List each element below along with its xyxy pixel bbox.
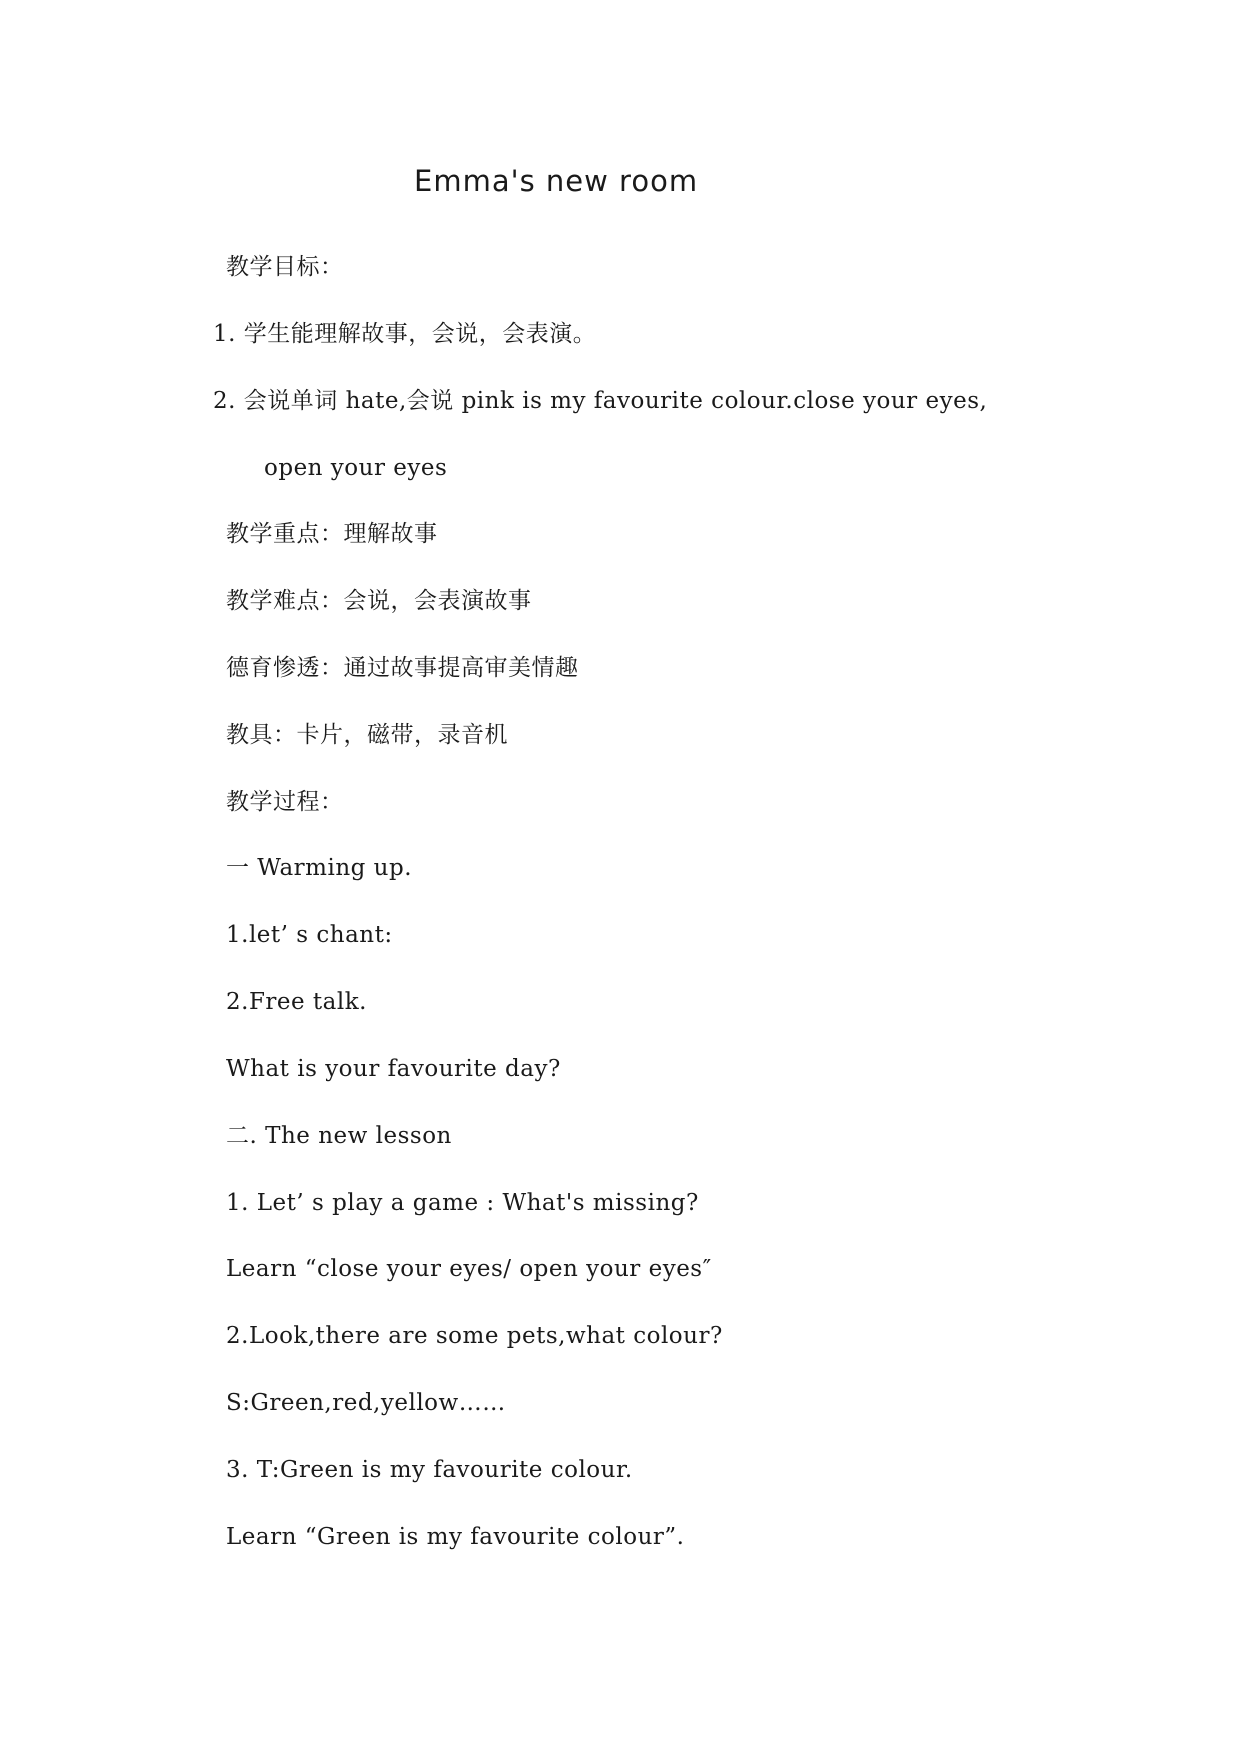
section-new-lesson: 二. The new lesson — [226, 1123, 452, 1149]
step-favourite-colour: 3. T:Green is my favourite colour. — [226, 1457, 633, 1483]
step-pets: 2.Look,there are some pets,what colour? — [226, 1323, 723, 1349]
page-title: Emma's new room — [414, 164, 699, 198]
question-favourite-day: What is your favourite day? — [226, 1056, 561, 1082]
step-free-talk: 2.Free talk. — [226, 989, 367, 1015]
key-point: 教学重点：理解故事 — [226, 521, 438, 547]
difficult-point: 教学难点：会说，会表演故事 — [226, 588, 532, 614]
section-warming-up: 一 Warming up. — [226, 855, 413, 881]
step-chant: 1.let’ s chant: — [226, 922, 393, 948]
teaching-aids: 教具：卡片，磁带，录音机 — [226, 722, 508, 748]
process-heading: 教学过程： — [226, 789, 344, 815]
step-game: 1. Let’ s play a game : What's missing? — [226, 1190, 699, 1216]
objective-2: 2. 会说单词 hate,会说 pink is my favourite colour.close your eyes, — [213, 388, 988, 414]
objectives-heading: 教学目标： — [226, 254, 344, 280]
objective-1: 1. 学生能理解故事，会说，会表演。 — [213, 321, 597, 347]
moral-education: 德育惨透：通过故事提高审美情趣 — [226, 655, 579, 681]
objective-2-continued: open your eyes — [264, 455, 448, 481]
student-answer: S:Green,red,yellow…… — [226, 1390, 506, 1416]
learn-eyes: Learn “close your eyes/ open your eyes″ — [226, 1256, 712, 1282]
learn-favourite-colour: Learn “Green is my favourite colour”. — [226, 1524, 685, 1550]
